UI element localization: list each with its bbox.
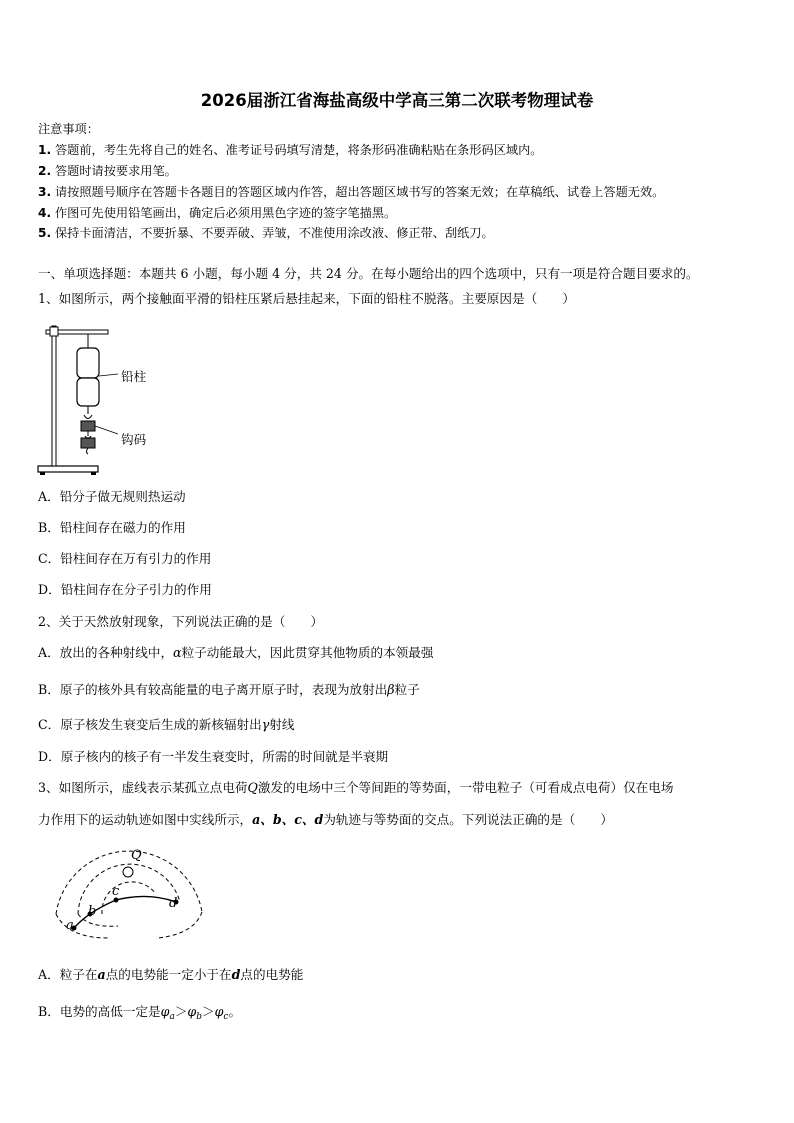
greater-than: ＞ [174, 1004, 188, 1019]
question-2-stem: 2、关于天然放射现象，下列说法正确的是（ ） [38, 614, 324, 629]
option-a [38, 967, 303, 983]
notice-number: 5. [38, 226, 52, 240]
lead-cylinder-diagram [36, 318, 166, 478]
option-text: 点的电势能 [240, 967, 304, 982]
phi-subscript: c [223, 1012, 229, 1022]
phi-symbol: φ [187, 1004, 197, 1019]
weight-label: 钩码 [121, 432, 147, 447]
point-d-label: d [169, 896, 178, 911]
point-b-label: b [88, 904, 97, 919]
option-d: D．原子核内的核子有一半发生衰变时，所需的时间就是半衰期 [38, 749, 389, 764]
notice-number: 2. [38, 164, 52, 178]
phi-symbol: φ [160, 1004, 170, 1019]
phi-subscript: a [169, 1012, 175, 1022]
point-a-ref: a [97, 967, 106, 982]
stem-text: 激发的电场中三个等间距的等势面，一带电粒子（可看成点电荷）仅在电场 [257, 780, 674, 795]
stem-text: 3、如图所示，虚线表示某孤立点电荷 [38, 780, 248, 795]
question-3-stem-line-1 [38, 780, 673, 796]
alpha-symbol: α [173, 645, 182, 660]
lead-cylinder-label: 铅柱 [121, 369, 147, 384]
option-text: C．原子核发生衰变后生成的新核辐射出 [38, 717, 262, 732]
notice-number: 4. [38, 206, 52, 220]
notice-text: 保持卡面清洁，不要折暴、不要弄破、弄皱，不准使用涂改液、修正带、刮纸刀。 [55, 226, 494, 240]
greater-than: ＞ [202, 1004, 215, 1019]
notice-item [38, 163, 177, 179]
option-a: A．铅分子做无规则热运动 [38, 489, 186, 504]
option-text: A．放出的各种射线中， [38, 645, 174, 660]
notice-text: 答题时请按要求用笔。 [55, 164, 177, 178]
option-a [38, 645, 433, 661]
option-c: C．铅柱间存在万有引力的作用 [38, 551, 212, 566]
option-text: 。 [228, 1004, 242, 1019]
question-3-stem-line-2 [38, 812, 613, 828]
option-text: B．原子的核外具有较高能量的电子离开原子时，表现为放射出 [38, 682, 388, 697]
page-title: 2026届浙江省海盐高级中学高三第二次联考物理试卷 [200, 91, 594, 110]
notice-item [38, 142, 543, 158]
notice-number: 1. [38, 143, 52, 157]
point-labels: a、b、c、d [252, 812, 324, 827]
question-1-stem: 1、如图所示，两个接触面平滑的铅柱压紧后悬挂起来，下面的铅柱不脱落。主要原因是（ ） [38, 291, 575, 306]
option-d: D．铅柱间存在分子引力的作用 [38, 582, 212, 597]
notice-item [38, 184, 664, 200]
notice-heading: 注意事项： [38, 122, 99, 136]
stem-text: 力作用下的运动轨迹如图中实线所示， [38, 812, 253, 827]
question-1-figure [36, 318, 166, 478]
section-heading: 一、单项选择题：本题共 6 小题，每小题 4 分，共 24 分。在每小题给出的四个选项中，只有一项是符合题目要求的。 [38, 266, 699, 281]
option-text: A．粒子在 [38, 967, 98, 982]
notice-number: 3. [38, 185, 52, 199]
option-b [38, 1004, 241, 1025]
option-c [38, 717, 294, 733]
charge-symbol: Q [247, 780, 258, 795]
point-c-label: c [112, 884, 120, 899]
option-text: 点的电势能一定小于在 [105, 967, 232, 982]
notice-text: 请按照题号顺序在答题卡各题目的答题区域内作答，超出答题区域书写的答案无效；在草稿纸、试卷上答题无效。 [55, 185, 665, 199]
point-a-label: a [66, 918, 74, 933]
notice-text: 答题前，考生先将自己的姓名、准考证号码填写清楚，将条形码准确粘贴在条形码区域内。 [55, 143, 543, 157]
option-text: 粒子 [394, 682, 420, 697]
option-text: 粒子动能最大，因此贯穿其他物质的本领最强 [181, 645, 434, 660]
option-b [38, 682, 420, 698]
notice-text: 作图可先使用铅笔画出，确定后必须用黑色字迹的签字笔描黑。 [55, 206, 397, 220]
stem-text: 为轨迹与等势面的交点。下列说法正确的是（ ） [323, 812, 613, 827]
option-text: 射线 [269, 717, 295, 732]
notice-item [38, 205, 396, 221]
charge-q-label: Q [131, 848, 142, 863]
phi-subscript: b [196, 1012, 202, 1022]
option-b: B．铅柱间存在磁力的作用 [38, 520, 186, 535]
point-d-ref: d [231, 967, 241, 982]
option-text: B．电势的高低一定是 [38, 1004, 161, 1019]
beta-symbol: β [387, 682, 395, 697]
notice-item [38, 225, 494, 241]
gamma-symbol: γ [261, 717, 270, 732]
phi-symbol: φ [214, 1004, 224, 1019]
